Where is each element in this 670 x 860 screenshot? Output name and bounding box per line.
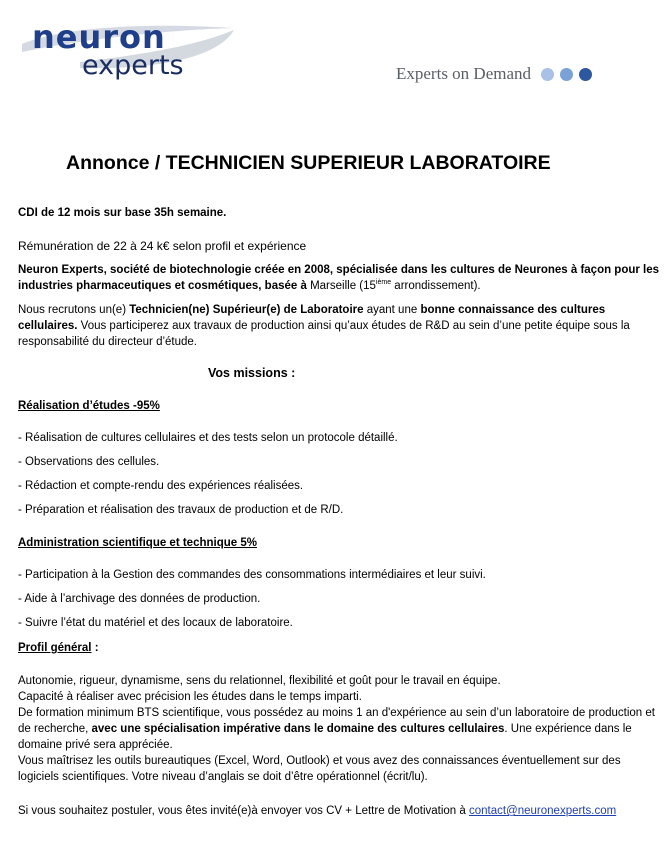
profile-line: Vous maîtrisez les outils bureautiques (Excel, Word, Outlook) et vous avez des connaissances éventuellement sur des logiciels scientifiques. Votre niveau d’anglais se doit d’être opérationnel (écrit/lu). xyxy=(18,755,621,783)
list-item: - Rédaction et compte-rendu des expériences réalisées. xyxy=(18,480,304,492)
missions-heading: Vos missions : xyxy=(208,366,296,380)
profile-heading: Profil général : xyxy=(18,642,99,654)
recruit-paragraph: Nous recrutons un(e) Technicien(ne) Supérieur(e) de Laboratoire ayant une bonne connaissance des cultures cellulaires. Vous participerez aux travaux de production ainsi qu’aux études de R&D au sein d’une petite équipe sous la responsabilité du directeur d’étude. xyxy=(18,304,630,348)
list-item: - Participation à la Gestion des commandes des consommations intermédiaires et leur suivi. xyxy=(18,569,486,581)
section1-heading: Réalisation d’études -95% xyxy=(18,400,160,412)
decor-dot-icon xyxy=(541,68,554,81)
logo-text-experts: experts xyxy=(82,50,184,81)
profile-line: Capacité à réaliser avec précision les études dans le temps imparti. xyxy=(18,691,362,703)
logo-text-neuron: neuron xyxy=(32,18,166,56)
list-item: - Aide à l’archivage des données de production. xyxy=(18,593,261,605)
list-item: - Réalisation de cultures cellulaires et des tests selon un protocole détaillé. xyxy=(18,432,398,444)
job-posting-body xyxy=(18,205,662,819)
page-title: Annonce / TECHNICIEN SUPERIEUR LABORATOIRE xyxy=(66,152,551,174)
list-item: - Préparation et réalisation des travaux de production et de R/D. xyxy=(18,504,344,516)
company-paragraph: Neuron Experts, société de biotechnologie créée en 2008, spécialisée dans les cultures de Neurones à façon pour les industries pharmaceutiques et cosmétiques, basée à Marseille (15ième arrondissement). xyxy=(18,264,660,292)
list-item: - Observations des cellules. xyxy=(18,456,160,468)
tagline: Experts on Demand xyxy=(396,64,532,83)
profile-line: De formation minimum BTS scientifique, vous possédez au moins 1 an d'expérience au sein d’un laboratoire de production et de recherche, avec une spécialisation impérative dans le domaine des cultures cellulaires. Une expérience dans le domaine privé sera appréciée. xyxy=(18,707,655,751)
contact-email-link[interactable]: contact@neuronexperts.com xyxy=(468,805,617,817)
section2-heading: Administration scientifique et technique 5% xyxy=(18,537,257,549)
decor-dot-icon xyxy=(560,68,573,81)
apply-line: Si vous souhaitez postuler, vous êtes invité(e)à envoyer vos CV + Lettre de Motivation à contact@neuronexperts.com xyxy=(18,805,617,817)
neuron-experts-logo xyxy=(20,18,240,88)
salary-line: Rémunération de 22 à 24 k€ selon profil et expérience xyxy=(18,239,307,253)
tagline-area xyxy=(396,64,592,84)
contract-line: CDI de 12 mois sur base 35h semaine. xyxy=(18,207,227,219)
profile-line: Autonomie, rigueur, dynamisme, sens du relationnel, flexibilité et goût pour le travail en équipe. xyxy=(18,675,501,687)
list-item: - Suivre l’état du matériel et des locaux de laboratoire. xyxy=(18,617,293,629)
decor-dot-icon xyxy=(579,68,592,81)
